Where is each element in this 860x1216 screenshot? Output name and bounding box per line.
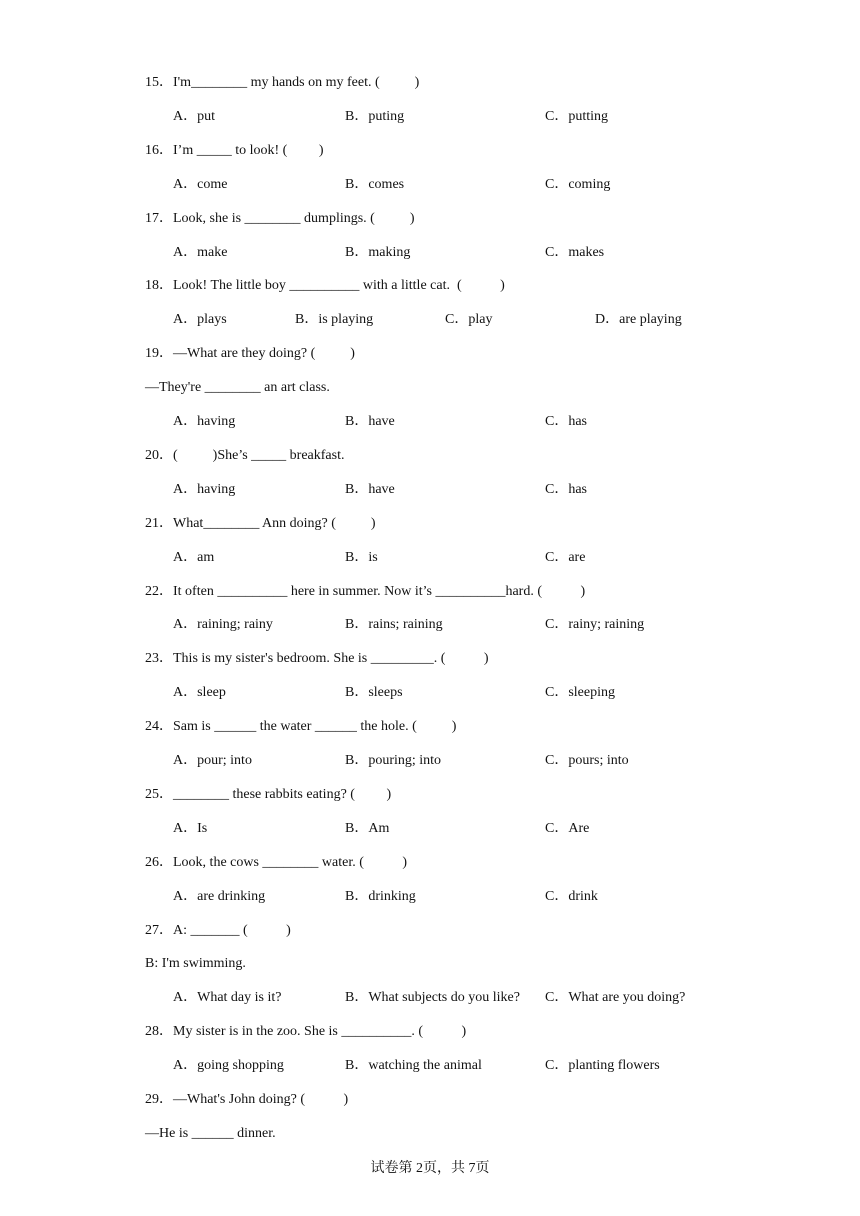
answer-option: B．sleeps [345,685,403,701]
answer-option: A．going shopping [173,1058,284,1074]
question-stem: 29．—What's John doing? ( ) [145,1092,349,1107]
question-stem: 18．Look! The little boy __________ with a little cat. ( ) [145,278,505,294]
answer-option: B．is [345,549,378,565]
question-dialogue-line: —They're ________ an art class. [145,380,330,396]
answer-option: B．making [345,244,411,260]
answer-option: B．pouring; into [345,753,442,768]
answer-option: C．are [545,549,586,565]
answer-option: C．pours; into [545,753,629,768]
answer-option: C．putting [545,108,609,124]
question-stem: 20．( )She’s _____ breakfast. [145,447,345,463]
question-stem: 21．What________ Ann doing? ( ) [145,515,376,531]
answer-option: A．What day is it? [173,990,282,1006]
answer-option: C．What are you doing? [545,990,686,1006]
answer-option: A．am [173,549,215,565]
answer-option: C．rainy; raining [545,617,645,633]
answer-option: B．comes [345,176,405,192]
answer-option: C．sleeping [545,685,615,701]
question-stem: 15．I'm________ my hands on my feet. ( ) [145,75,420,90]
answer-option: A．having [173,414,236,429]
answer-option: C．drink [545,888,598,904]
answer-option: A．raining; rainy [173,617,273,633]
question-stem: 23．This is my sister's bedroom. She is _________. ( ) [145,651,489,667]
answer-option: C．Are [545,820,590,836]
question-stem: 28．My sister is in the zoo. She is __________. ( ) [145,1024,467,1040]
answer-option: C．makes [545,244,605,260]
answer-option: B．drinking [345,888,416,904]
answer-option: C．coming [545,176,611,192]
answer-option: A．having [173,481,236,497]
question-stem: 16．I’m _____ to look! ( ) [145,142,324,158]
question-stem: 26．Look, the cows ________ water. ( ) [145,854,408,870]
answer-option: A．pour; into [173,753,252,768]
answer-option: B．have [345,414,395,429]
answer-option: B．watching the animal [345,1058,482,1074]
question-stem: 17．Look, she is ________ dumplings. ( ) [145,210,415,226]
question-stem: 25．________ these rabbits eating? ( ) [145,786,392,802]
answer-option: B．puting [345,108,405,124]
answer-option: A．are drinking [173,888,266,904]
answer-option: B．have [345,481,395,497]
answer-option: C．play [445,312,493,328]
answer-option: B．rains; raining [345,617,443,633]
answer-option: B．What subjects do you like? [345,990,520,1006]
question-stem: 24．Sam is ______ the water ______ the hole. ( ) [145,719,457,735]
answer-option: A．make [173,244,228,260]
question-stem: 27．A: _______ ( ) [145,922,291,938]
answer-option: B．Am [345,820,390,836]
question-dialogue-line: B: I'm swimming. [145,956,246,972]
answer-option: A．come [173,176,228,192]
question-stem: 19．—What are they doing? ( ) [145,346,355,362]
question-stem: 22．It often __________ here in summer. Now it’s __________hard. ( ) [145,583,586,599]
answer-option: C．has [545,414,587,429]
answer-option: D．are playing [595,312,682,328]
question-dialogue-line: —He is ______ dinner. [145,1125,276,1141]
answer-option: A．sleep [173,685,226,701]
page-footer: 试卷第 2页，共 7页 [370,1161,490,1176]
answer-option: B．is playing [295,312,374,328]
answer-option: A．plays [173,312,227,328]
answer-option: C．has [545,481,587,497]
answer-option: C．planting flowers [545,1058,660,1074]
answer-option: A．put [173,108,215,124]
answer-option: A．Is [173,820,208,836]
